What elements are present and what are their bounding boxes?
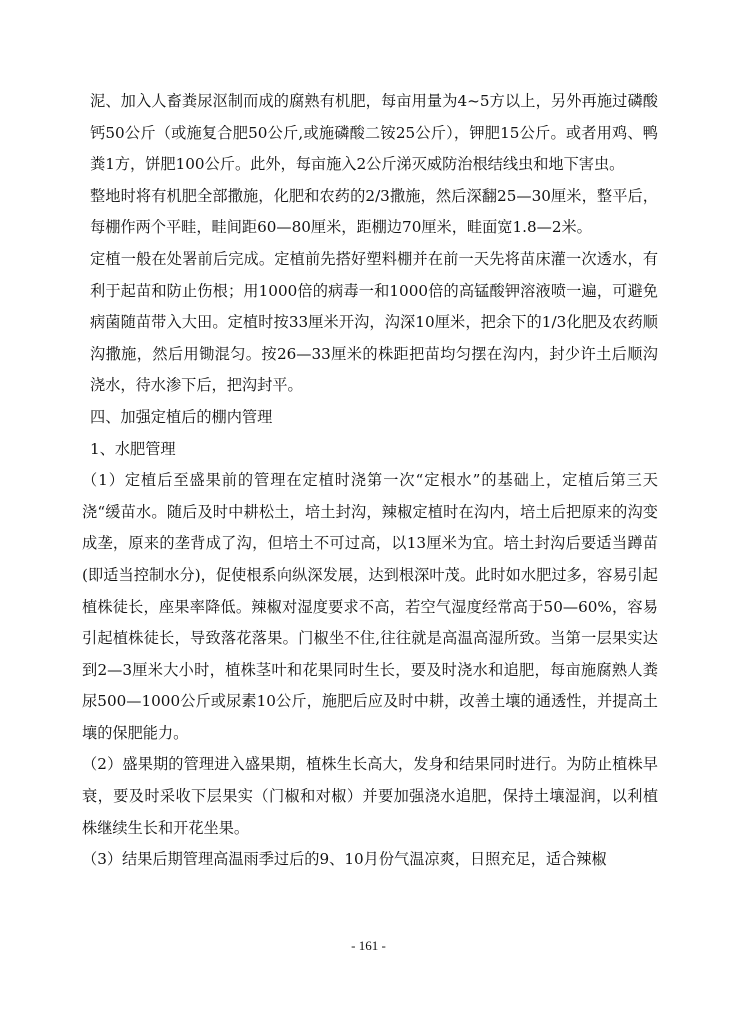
page-number: - 161 - [351,938,386,953]
paragraph-peak-fruiting: （2）盛果期的管理进入盛果期，植株生长高大，发身和结果同时进行。为防止植株早衰，要及时采收下层果实（门椒和对椒）并要加强浇水追肥，保持土壤湿润，以利植株继续生长和开花坐果。 [82,755,658,837]
section-heading: 四、加强定植后的棚内管理 [90,407,273,426]
paragraph-late-fruiting: （3）结果后期管理高温雨季过后的9、10月份气温凉爽，日照充足，适合辣椒 [82,850,607,869]
subsection-heading: 1、水肥管理 [90,439,176,458]
paragraph-transplanting: 定植一般在处署前后完成。定植前先搭好塑料棚并在前一天先将苗床灌一次透水，有利于起苗和防止伤根；用1000倍的病毒一和1000倍的高锰酸钾溶液喷一遍，可避免病菌随苗带入大田。定植时按33厘米开沟，沟深10厘米，把余下的1/3化肥及农药顺沟撒施，然后用锄混匀。按26—33厘米的株距把苗均匀摆在沟内，封少许土后顺沟浇水，待水渗下后，把沟封平。 [90,249,658,395]
document-body [82,86,658,876]
paragraph-land-preparation: 整地时将有机肥全部撒施，化肥和农药的2/3撒施，然后深翻25—30厘米，整平后，每棚作两个平畦，畦间距60—80厘米，距棚边70厘米，畦面宽1.8—2米。 [90,186,658,237]
paragraph-fertilizer: 泥、加入人畜粪尿沤制而成的腐熟有机肥，每亩用量为4~5方以上，另外再施过磷酸钙50公斤（或施复合肥50公斤,或施磷酸二铵25公斤），钾肥15公斤。或者用鸡、鸭粪1方，饼肥100公斤。此外，每亩施入2公斤涕灭威防治根结线虫和地下害虫。 [90,92,658,174]
paragraph-early-management: （1）定植后至盛果前的管理在定植时浇第一次“定根水”的基础上，定植后第三天浇“缓苗水。随后及时中耕松土，培土封沟，辣椒定植时在沟内，培土后把原来的沟变成垄，原来的垄背成了沟，但培土不可过高，以13厘米为宜。培土封沟后要适当蹲苗(即适当控制水分)，促使根系向纵深发展，达到根深叶茂。此时如水肥过多，容易引起植株徒长，座果率降低。辣椒对湿度要求不高，若空气湿度经常高于50—60%，容易引起植株徒长，导致落花落果。门椒坐不住,往往就是高温高湿所致。当第一层果实达到2—3厘米大小时，植株茎叶和花果同时生长，要及时浇水和追肥，每亩施腐熟人粪尿500—1000公斤或尿素10公斤，施肥后应及时中耕，改善土壤的通透性，并提高土壤的保肥能力。 [82,471,658,742]
